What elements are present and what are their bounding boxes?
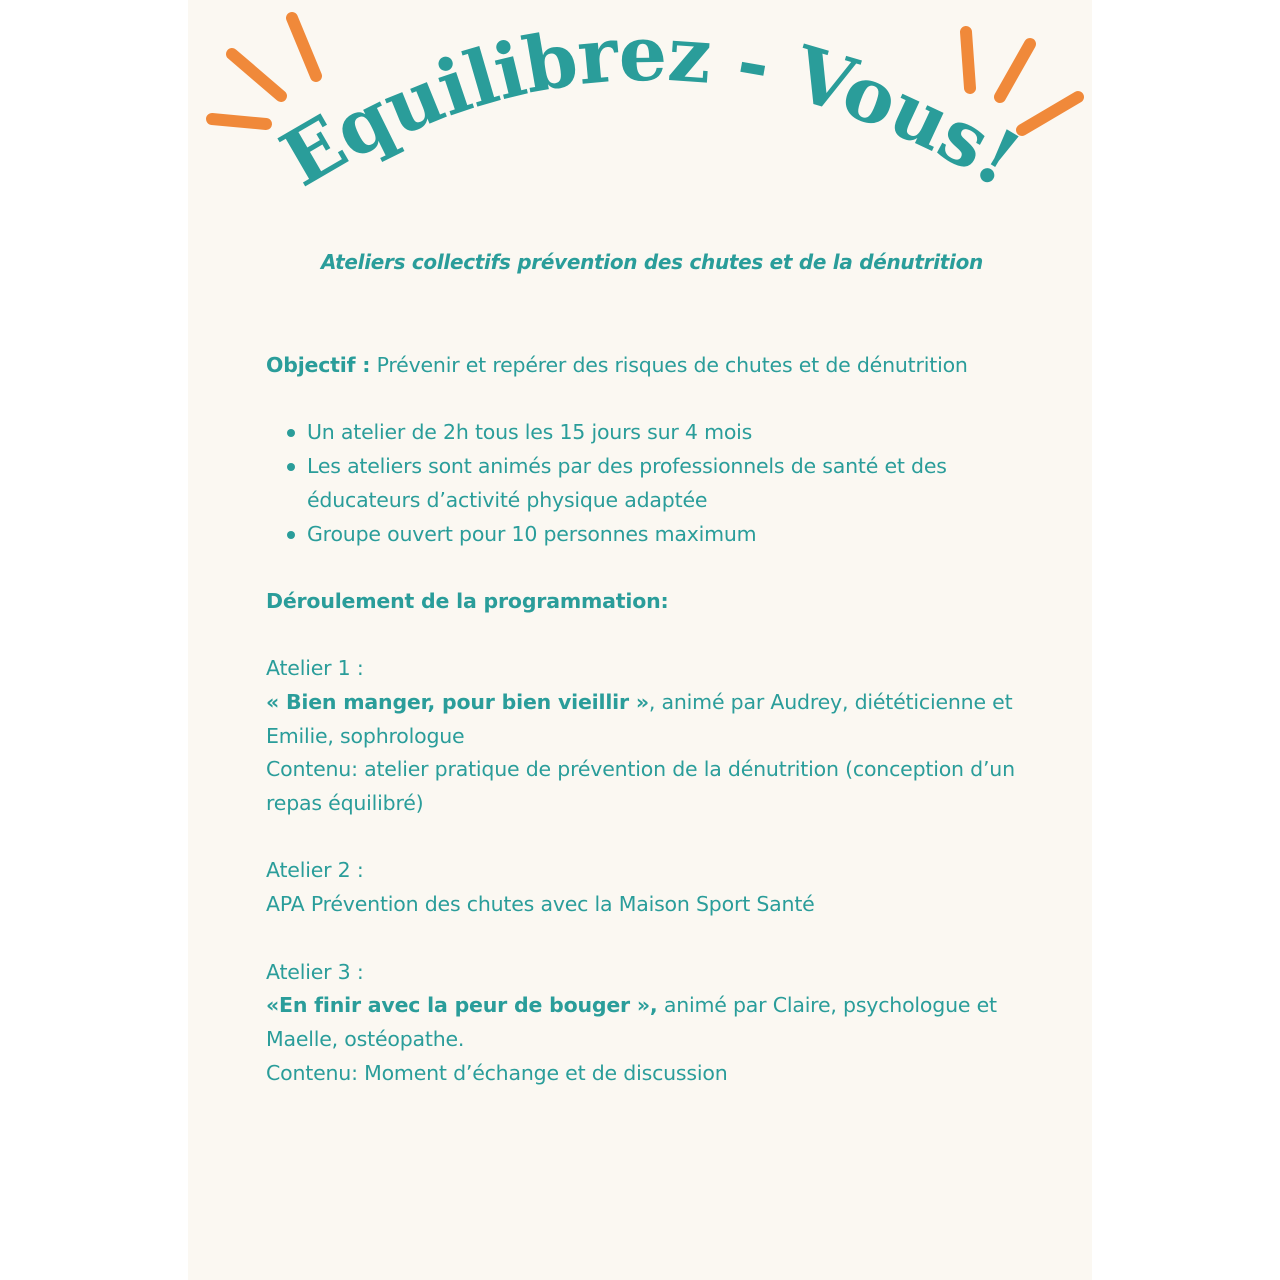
program-heading-text: Déroulement de la programmation: <box>266 588 669 613</box>
main-content <box>266 349 1046 1090</box>
title-graphic <box>0 0 1280 260</box>
atelier3-contenu: Contenu: Moment d’échange et de discussion <box>266 1060 728 1085</box>
objective-text: Prévenir et repérer des risques de chutes et de dénutrition <box>370 353 968 377</box>
page-title-text: Equilibrez - Vous! <box>266 8 1035 204</box>
atelier1-title: « Bien manger, pour bien vieillir » <box>266 689 649 714</box>
atelier3-hosts: animé par Claire, psychologue et Maelle, ostéopathe. <box>266 993 997 1051</box>
list-item: Les ateliers sont animés par des professionnels de santé et des éducateurs d’activité physique adaptée <box>307 450 1046 517</box>
atelier3-description <box>266 989 1046 1056</box>
info-bullet-list <box>266 416 1046 551</box>
objective <box>266 349 1046 383</box>
atelier1-description <box>266 686 1046 753</box>
atelier2-label: Atelier 2 : <box>266 858 364 883</box>
atelier3-label: Atelier 3 : <box>266 959 364 984</box>
list-item: Groupe ouvert pour 10 personnes maximum <box>307 518 1046 552</box>
page-title <box>267 9 1035 204</box>
program-heading <box>266 585 1046 619</box>
objective-label: Objectif : <box>266 353 371 377</box>
atelier2-description: APA Prévention des chutes avec la Maison Sport Santé <box>266 892 815 917</box>
subtitle: Ateliers collectifs prévention des chutes et de la dénutrition <box>321 250 983 274</box>
atelier1-hosts: , animé par Audrey, diététicienne et Emilie, sophrologue <box>266 689 1013 748</box>
list-item: Un atelier de 2h tous les 15 jours sur 4 mois <box>307 416 1046 450</box>
atelier3-title: «En finir avec la peur de bouger », <box>266 993 658 1018</box>
atelier1-label: Atelier 1 : <box>266 656 364 681</box>
atelier1-contenu: Contenu: atelier pratique de prévention de la dénutrition (conception d’un repas équilibré) <box>266 757 1015 816</box>
